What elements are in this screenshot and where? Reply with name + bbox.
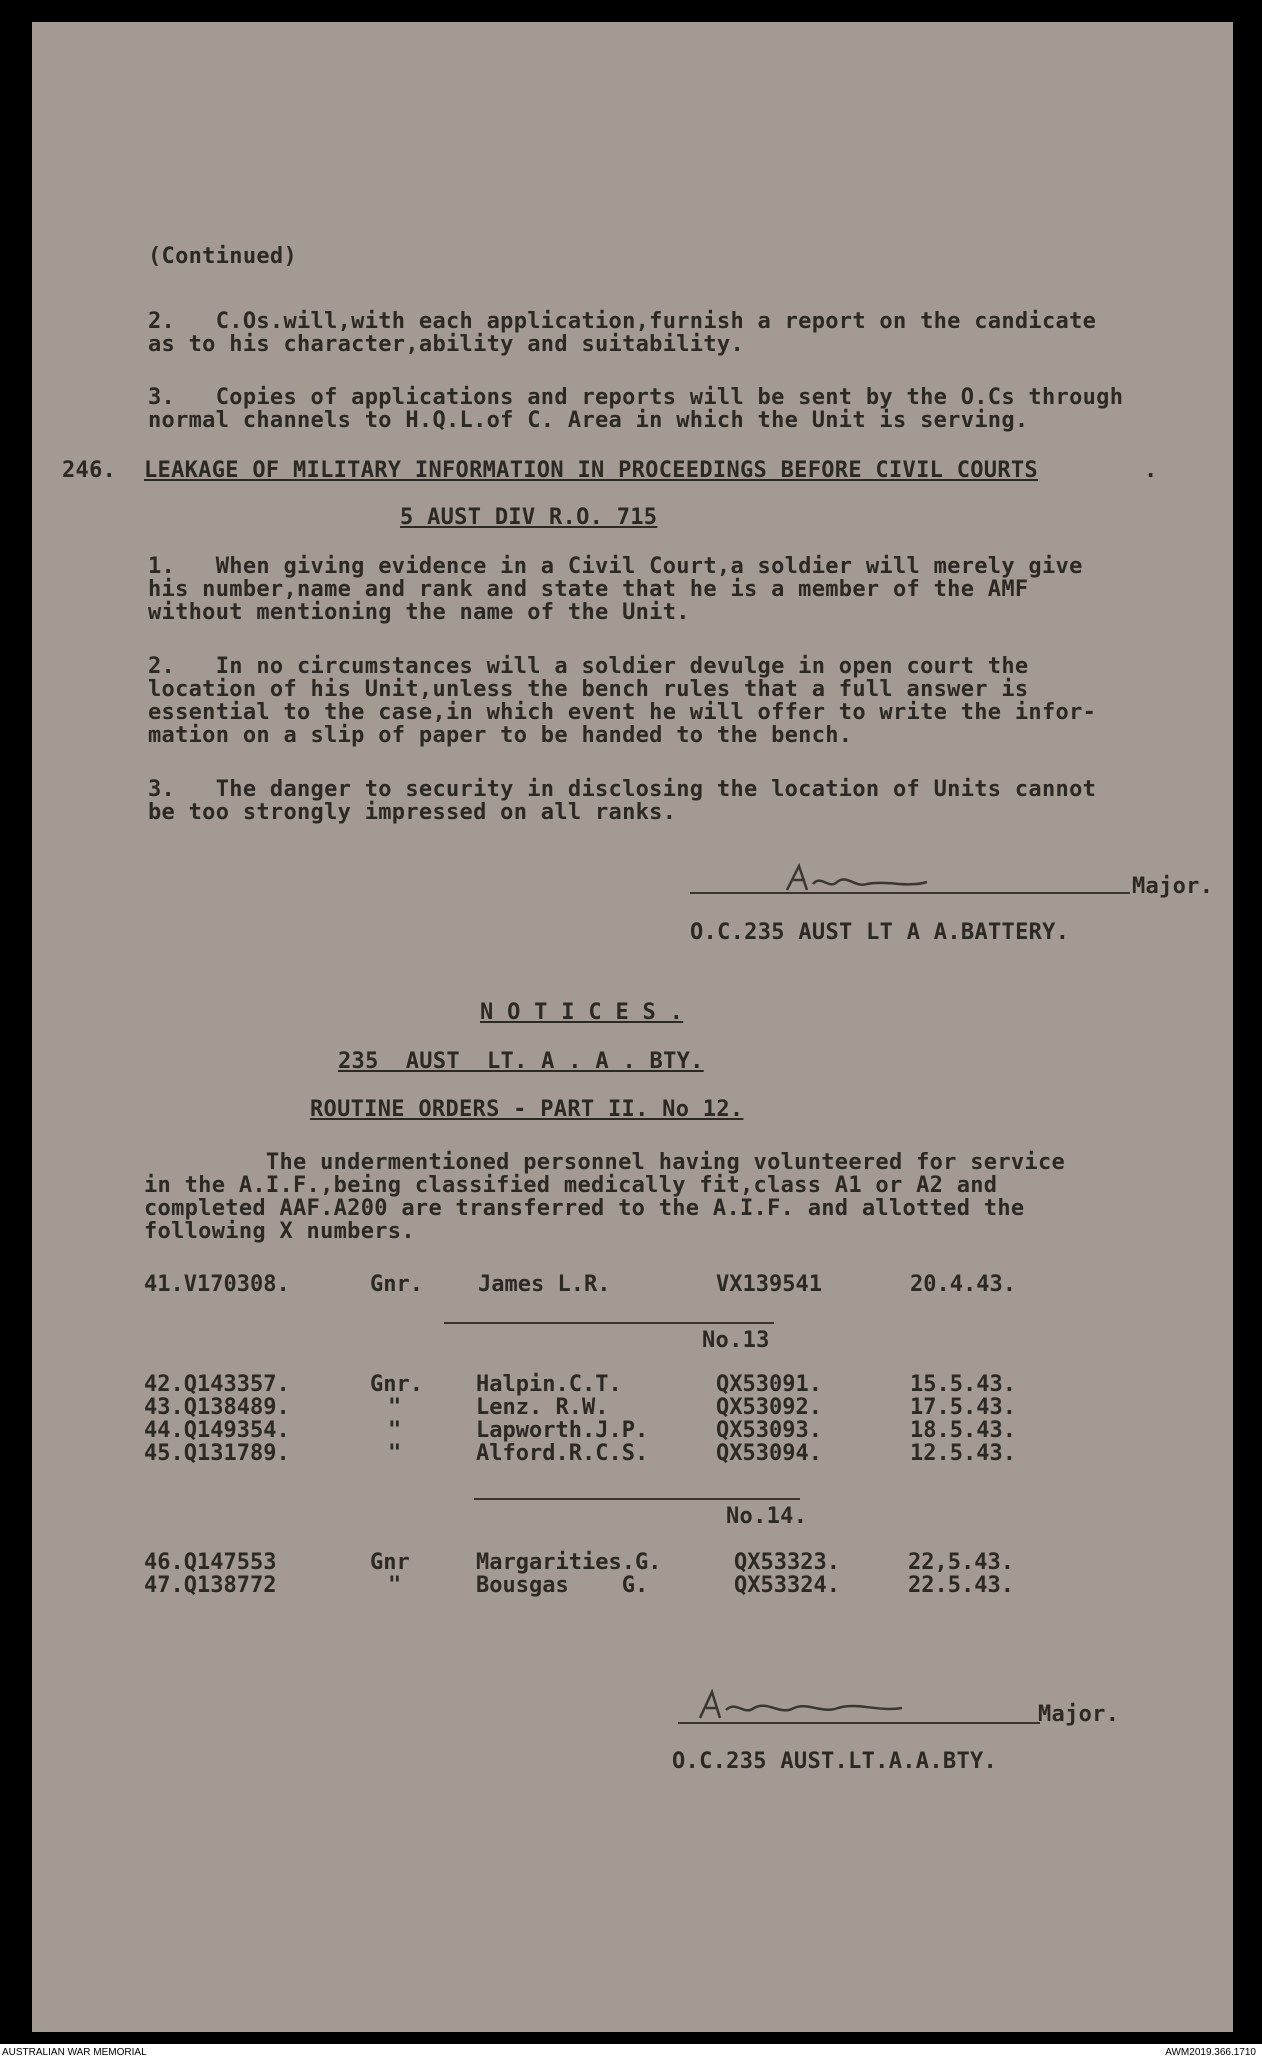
row-xno: VX139541 [716, 1272, 822, 1297]
row-name: Halpin.C.T. [476, 1372, 622, 1397]
row-rank: " [388, 1573, 402, 1598]
row-no: 45.Q131789. [144, 1441, 290, 1466]
row-name: Alford.R.C.S. [476, 1441, 649, 1466]
row-xno: QX53324. [734, 1573, 840, 1598]
row-date: 18.5.43. [910, 1418, 1016, 1443]
intro-line4: following X numbers. [144, 1219, 415, 1244]
notices-title: N O T I C E S . [480, 1000, 684, 1025]
item-number: 246. [62, 458, 117, 483]
p1-line1: 1. When giving evidence in a Civil Court,a soldier will merely give [148, 554, 1083, 579]
p2-line3: essential to the case,in which event he will offer to write the infor- [148, 700, 1097, 725]
row-no: 46.Q147553 [144, 1550, 277, 1575]
p2-line1: 2. In no circumstances will a soldier devulge in open court the [148, 654, 1029, 679]
row-date: 12.5.43. [910, 1441, 1016, 1466]
row-rank: Gnr [370, 1550, 410, 1575]
row-no: 41.V170308. [144, 1272, 290, 1297]
continued-label: (Continued) [148, 244, 297, 269]
intro-line3: completed AAF.A200 are transferred to the A.I.F. and allotted the [144, 1196, 1025, 1221]
p1-line2: his number,name and rank and state that he is a member of the AMF [148, 577, 1029, 602]
row-name: James L.R. [478, 1272, 611, 1297]
row-rank: " [388, 1395, 402, 1420]
row-no: 47.Q138772 [144, 1573, 277, 1598]
p1-line3: without mentioning the name of the Unit. [148, 600, 690, 625]
unit-1: O.C.235 AUST LT A A.BATTERY. [690, 920, 1070, 945]
divider-14 [474, 1498, 800, 1500]
row-no: 43.Q138489. [144, 1395, 290, 1420]
footer-left: AUSTRALIAN WAR MEMORIAL [2, 2047, 147, 2058]
row-no: 42.Q143357. [144, 1372, 290, 1397]
p2-line2: location of his Unit,unless the bench rules that a full answer is [148, 677, 1029, 702]
p3-line1: 3. The danger to security in disclosing the location of Units cannot [148, 777, 1097, 802]
intro-line2: in the A.I.F.,being classified medically fit,class A1 or A2 and [144, 1173, 998, 1198]
unit-2: O.C.235 AUST.LT.A.A.BTY. [672, 1749, 998, 1774]
document-page [32, 22, 1233, 2032]
row-rank: Gnr. [370, 1272, 423, 1297]
row-xno: QX53093. [716, 1418, 822, 1443]
row-date: 22.5.43. [908, 1573, 1014, 1598]
divider-13 [444, 1322, 774, 1324]
row-no: 44.Q149354. [144, 1418, 290, 1443]
item-subheading: 5 AUST DIV R.O. 715 [400, 505, 658, 530]
row-xno: QX53091. [716, 1372, 822, 1397]
rank-1: Major. [1132, 874, 1214, 899]
para3-line1: 3. Copies of applications and reports will be sent by the O.Cs through [148, 385, 1124, 410]
heading-dot: . [1144, 458, 1158, 483]
signature-1 [777, 860, 997, 900]
row-date: 17.5.43. [910, 1395, 1016, 1420]
row-name: Margarities.G. [476, 1550, 662, 1575]
item-heading: LEAKAGE OF MILITARY INFORMATION IN PROCEEDINGS BEFORE CIVIL COURTS [144, 458, 1038, 483]
row-rank: " [388, 1441, 402, 1466]
row-rank: Gnr. [370, 1372, 423, 1397]
row-date: 15.5.43. [910, 1372, 1016, 1397]
intro-line1: The undermentioned personnel having volunteered for service [144, 1150, 1066, 1175]
row-name: Lapworth.J.P. [476, 1418, 649, 1443]
row-name: Bousgas G. [476, 1573, 649, 1598]
row-date: 20.4.43. [910, 1272, 1016, 1297]
label-no14: No.14. [726, 1504, 808, 1529]
para2-line1: 2. C.Os.will,with each application,furnish a report on the candicate [148, 309, 1097, 334]
row-xno: QX53094. [716, 1441, 822, 1466]
row-rank: " [388, 1418, 402, 1443]
routine-orders: ROUTINE ORDERS - PART II. No 12. [310, 1097, 744, 1122]
notices-unit: 235 AUST LT. A . A . BTY. [338, 1049, 704, 1074]
footer-right: AWM2019.366.1710 [1165, 2047, 1256, 2058]
para2-line2: as to his character,ability and suitability. [148, 332, 744, 357]
archive-footer [0, 2044, 1262, 2061]
para3-line2: normal channels to H.Q.L.of C. Area in which the Unit is serving. [148, 408, 1029, 433]
signature-2 [682, 1686, 1022, 1726]
row-name: Lenz. R.W. [476, 1395, 609, 1420]
rank-2: Major. [1038, 1702, 1120, 1727]
p3-line2: be too strongly impressed on all ranks. [148, 800, 677, 825]
label-no13: No.13 [702, 1328, 770, 1353]
row-date: 22,5.43. [908, 1550, 1014, 1575]
p2-line4: mation on a slip of paper to be handed to the bench. [148, 723, 853, 748]
row-xno: QX53092. [716, 1395, 822, 1420]
row-xno: QX53323. [734, 1550, 840, 1575]
